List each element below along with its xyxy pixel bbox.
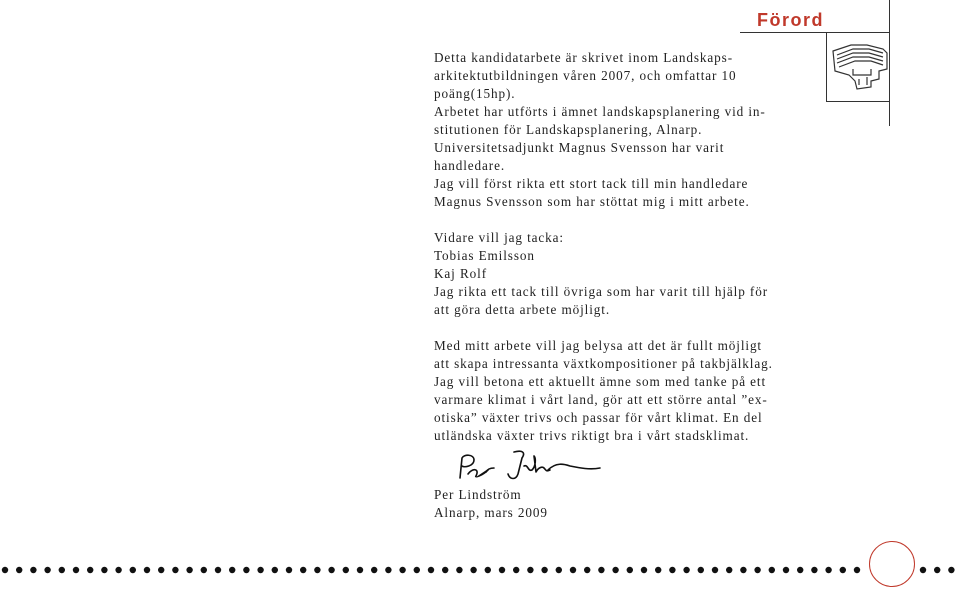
divider-dot <box>627 567 633 573</box>
divider-dot <box>172 567 178 573</box>
divider-dot <box>811 567 817 573</box>
divider-dot <box>314 567 320 573</box>
divider-dot <box>44 567 50 573</box>
divider-dot <box>612 567 618 573</box>
page-title: Förord <box>757 10 824 30</box>
text-line: Vidare vill jag tacka: <box>434 230 564 245</box>
divider-dot <box>130 567 136 573</box>
text-line: otiska” växter trivs och passar för vårt klimat. En del <box>434 410 763 425</box>
divider-dot <box>59 567 65 573</box>
page-marker-circle <box>869 541 915 587</box>
divider-dot <box>186 567 192 573</box>
text-line: Magnus Svensson som har stöttat mig i mitt arbete. <box>434 194 750 209</box>
text-line: Detta kandidatarbete är skrivet inom Landskaps- <box>434 50 733 65</box>
divider-dot <box>328 567 334 573</box>
divider-dot <box>2 567 8 573</box>
divider-dot <box>570 567 576 573</box>
divider-dot <box>215 567 221 573</box>
divider-dot <box>655 567 661 573</box>
text-line: handledare. <box>434 158 506 173</box>
text-line: Arbetet har utförts i ämnet landskapsplanering vid in- <box>434 104 766 119</box>
paragraph-purpose <box>434 337 804 445</box>
text-line: Jag vill först rikta ett stort tack till min handledare <box>434 176 749 191</box>
divider-dot <box>541 567 547 573</box>
divider-dot <box>101 567 107 573</box>
spacer <box>434 319 804 337</box>
text-line: varmare klimat i vårt land, gör att ett större antal ”ex- <box>434 392 768 407</box>
divider-dot <box>641 567 647 573</box>
divider-dot <box>598 567 604 573</box>
divider-dot <box>343 567 349 573</box>
divider-dot <box>470 567 476 573</box>
divider-dot <box>499 567 505 573</box>
divider-dot <box>87 567 93 573</box>
divider-dot <box>158 567 164 573</box>
text-line: Kaj Rolf <box>434 266 487 281</box>
divider-dot <box>272 567 278 573</box>
text-line: stitutionen för Landskapsplanering, Alnarp. <box>434 122 703 137</box>
divider-dot <box>948 567 954 573</box>
divider-dot <box>712 567 718 573</box>
text-line: utländska växter trivs riktigt bra i vårt stadsklimat. <box>434 428 750 443</box>
divider-dot <box>485 567 491 573</box>
text-line: Med mitt arbete vill jag belysa att det är fullt möjligt <box>434 338 763 353</box>
divider-dot <box>399 567 405 573</box>
divider-dot <box>698 567 704 573</box>
divider-dot <box>456 567 462 573</box>
logo <box>826 32 890 102</box>
divider-dot <box>513 567 519 573</box>
divider-dot <box>920 567 926 573</box>
divider-dot <box>669 567 675 573</box>
divider-dot <box>556 567 562 573</box>
divider-dot <box>934 567 940 573</box>
divider-dot <box>527 567 533 573</box>
signature-name: Per Lindström <box>434 487 522 502</box>
handwritten-signature <box>452 444 602 488</box>
stairs-logo-icon <box>831 39 889 95</box>
divider-dot <box>371 567 377 573</box>
divider-dot <box>726 567 732 573</box>
divider-dot <box>840 567 846 573</box>
divider-dot <box>854 567 860 573</box>
divider-dot <box>825 567 831 573</box>
divider-dot <box>286 567 292 573</box>
divider-dot <box>243 567 249 573</box>
divider-dot <box>30 567 36 573</box>
divider-dot <box>797 567 803 573</box>
text-line: poäng(15hp). <box>434 86 516 101</box>
text-line: Jag vill betona ett aktuellt ämne som med tanke på ett <box>434 374 767 389</box>
divider-dot <box>754 567 760 573</box>
spacer <box>434 211 804 229</box>
divider-dot <box>357 567 363 573</box>
text-line: att skapa intressanta växtkompositioner på takbjälklag. <box>434 356 773 371</box>
signature-place-date: Alnarp, mars 2009 <box>434 505 548 520</box>
divider-dot <box>584 567 590 573</box>
divider-dot <box>769 567 775 573</box>
divider-dot <box>257 567 263 573</box>
text-line: att göra detta arbete möjligt. <box>434 302 611 317</box>
text-line: Tobias Emilsson <box>434 248 535 263</box>
divider-dot <box>385 567 391 573</box>
divider-dot <box>740 567 746 573</box>
paragraph-intro <box>434 49 804 211</box>
divider-dot <box>683 567 689 573</box>
divider-dot <box>16 567 22 573</box>
dotted-divider-end <box>918 565 960 575</box>
divider-dot <box>144 567 150 573</box>
foreword-text <box>434 49 804 445</box>
divider-dot <box>300 567 306 573</box>
paragraph-thanks <box>434 229 804 319</box>
text-line: Jag rikta ett tack till övriga som har varit till hjälp för <box>434 284 768 299</box>
divider-dot <box>229 567 235 573</box>
divider-dot <box>442 567 448 573</box>
text-line: arkitektutbildningen våren 2007, och omfattar 10 <box>434 68 737 83</box>
divider-dot <box>115 567 121 573</box>
divider-dot <box>414 567 420 573</box>
dotted-divider <box>0 565 868 575</box>
text-line: Universitetsadjunkt Magnus Svensson har varit <box>434 140 725 155</box>
divider-dot <box>783 567 789 573</box>
divider-dot <box>73 567 79 573</box>
divider-dot <box>428 567 434 573</box>
divider-dot <box>201 567 207 573</box>
